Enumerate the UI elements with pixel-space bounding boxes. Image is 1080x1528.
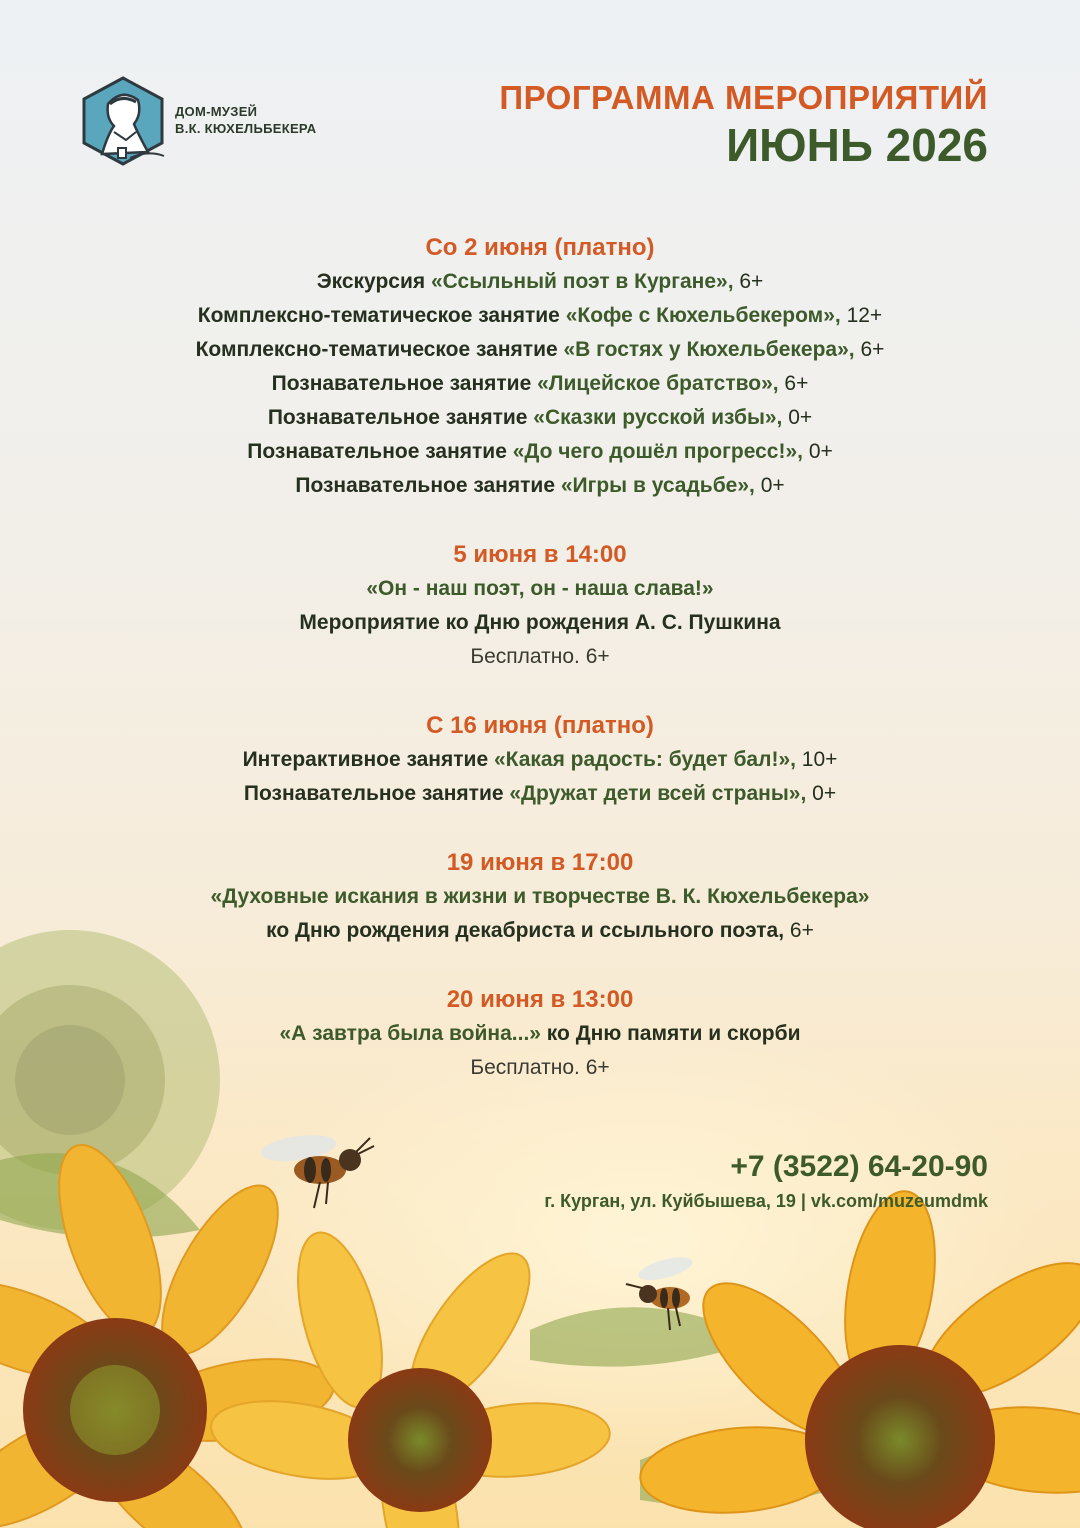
event-type: Комплексно-тематическое занятие	[195, 338, 564, 361]
section-date: Со 2 июня (платно)	[425, 234, 655, 261]
event-title: «Духовные искания в жизни и творчестве В. К. Кюхельбекера»	[210, 885, 870, 908]
page-title: ПРОГРАММА МЕРОПРИЯТИЙ	[499, 79, 988, 116]
museum-portrait-hexagon-icon	[78, 74, 168, 168]
event-line	[0, 265, 1080, 299]
event-type: Познавательное занятие	[271, 372, 538, 395]
event-price: Бесплатно. 6+	[470, 1056, 610, 1079]
section-date: 5 июня в 14:00	[453, 541, 627, 568]
event-line	[0, 914, 1080, 948]
phone-number[interactable]: +7 (3522) 64-20-90	[730, 1150, 988, 1183]
age-rating: 0+	[782, 406, 813, 429]
page-header	[499, 78, 988, 172]
event-line	[0, 1017, 1080, 1051]
contacts	[544, 1148, 988, 1214]
museum-name	[175, 103, 316, 137]
section-june-20	[0, 982, 1080, 1085]
event-title: «В гостях у Кюхельбекера»,	[563, 338, 855, 361]
event-type: Познавательное занятие	[247, 440, 513, 463]
age-rating: 10+	[795, 748, 838, 771]
event-title: «Игры в усадьбе»,	[560, 474, 755, 497]
age-rating: 6+	[778, 372, 809, 395]
event-title: «Кофе с Кюхельбекером»,	[565, 304, 841, 327]
age-rating: 6+	[784, 919, 814, 942]
event-line	[0, 743, 1080, 777]
section-june-19	[0, 845, 1080, 948]
section-from-june-16	[0, 708, 1080, 811]
event-type: Познавательное занятие	[243, 782, 510, 805]
event-title: «Какая радость: будет бал!»,	[493, 748, 796, 771]
event-description: ко Дню памяти и скорби	[540, 1022, 801, 1045]
event-line	[0, 777, 1080, 811]
museum-name-line2: В.К. КЮХЕЛЬБЕКЕРА	[175, 121, 317, 136]
event-line	[0, 299, 1080, 333]
event-price: Бесплатно. 6+	[470, 645, 610, 668]
event-line	[0, 469, 1080, 503]
event-type: Комплексно-тематическое занятие	[197, 304, 566, 327]
section-date: 19 июня в 17:00	[446, 849, 634, 876]
section-date: 20 июня в 13:00	[446, 986, 634, 1013]
event-title: «Ссыльный поэт в Кургане»,	[430, 270, 734, 293]
event-title: «Лицейское братство»,	[537, 372, 779, 395]
age-rating: 0+	[802, 440, 833, 463]
event-type: Познавательное занятие	[295, 474, 561, 497]
event-line	[0, 333, 1080, 367]
page-month: ИЮНЬ 2026	[726, 119, 988, 171]
event-type: Экскурсия	[316, 270, 431, 293]
event-description: ко Дню рождения декабриста и ссыльного поэта,	[266, 919, 785, 942]
event-line	[0, 401, 1080, 435]
section-date: С 16 июня (платно)	[426, 712, 654, 739]
event-title: «Дружат дети всей страны»,	[509, 782, 807, 805]
age-rating: 6+	[733, 270, 764, 293]
event-description: Мероприятие ко Дню рождения А. С. Пушкина	[299, 611, 781, 634]
address-and-link[interactable]: г. Курган, ул. Куйбышева, 19 | vk.com/muzeumdmk	[544, 1191, 988, 1211]
event-title: «А завтра была война...»	[279, 1022, 541, 1045]
section-june-5	[0, 537, 1080, 674]
section-from-june-2	[0, 230, 1080, 503]
museum-name-line1: ДОМ-МУЗЕЙ	[175, 104, 258, 119]
age-rating: 0+	[806, 782, 837, 805]
event-line	[0, 435, 1080, 469]
event-program	[0, 230, 1080, 1119]
event-title: «До чего дошёл прогресс!»,	[512, 440, 803, 463]
event-line	[0, 367, 1080, 401]
age-rating: 6+	[854, 338, 885, 361]
event-type: Познавательное занятие	[267, 406, 534, 429]
event-title: «Он - наш поэт, он - наша слава!»	[366, 577, 714, 600]
age-rating: 12+	[840, 304, 883, 327]
event-type: Интерактивное занятие	[242, 748, 494, 771]
event-title: «Сказки русской избы»,	[533, 406, 783, 429]
age-rating: 0+	[754, 474, 785, 497]
